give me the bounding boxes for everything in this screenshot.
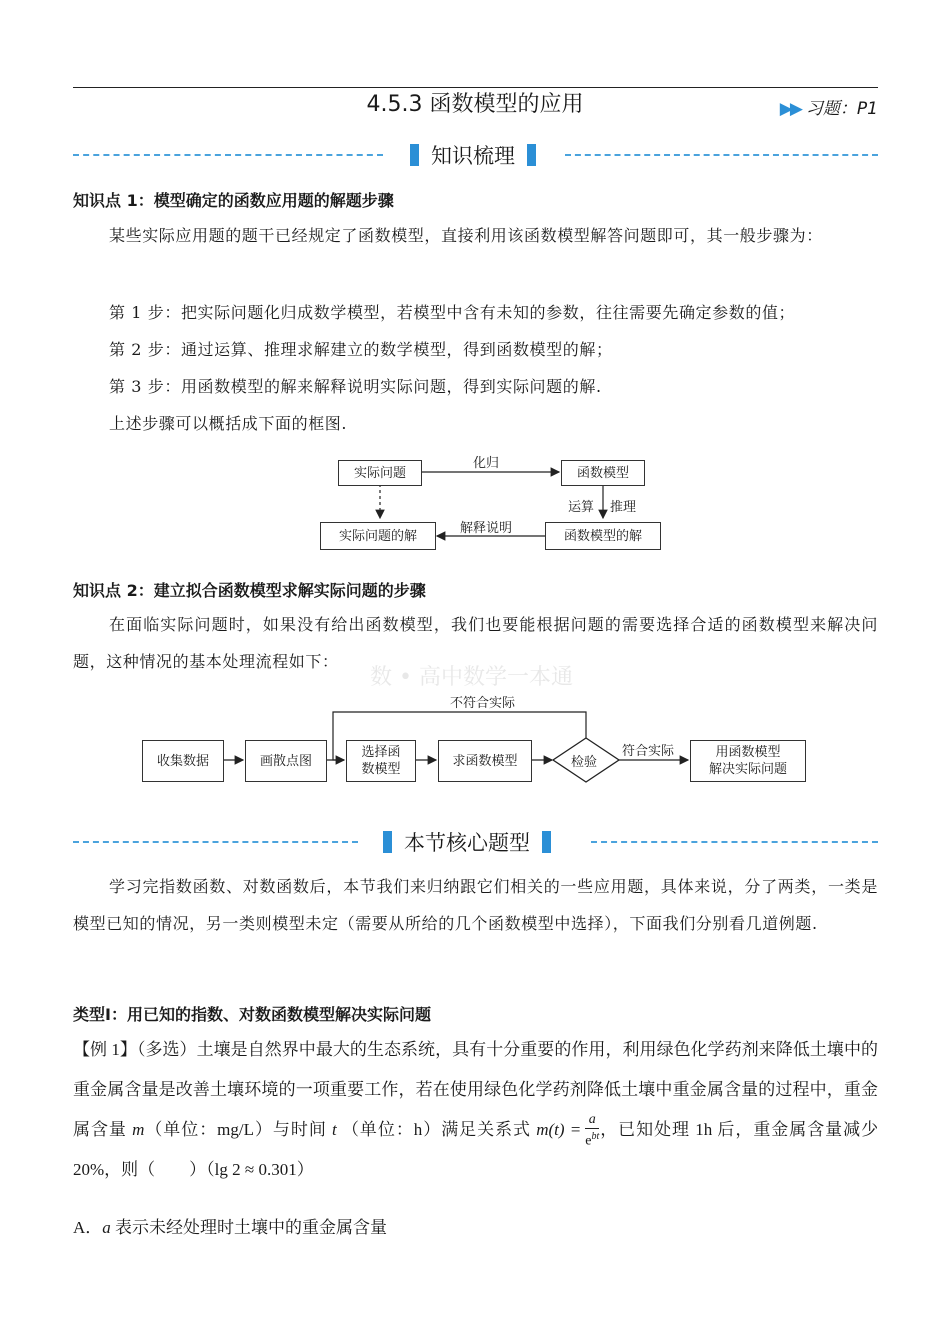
watermark: 数 • 高中数学一本通	[370, 665, 573, 690]
label-explain: 解释说明	[460, 521, 513, 536]
box-apply-model	[690, 740, 806, 782]
knowledge-point-2-intro: 在面临实际问题时，如果没有给出函数模型，我们也要能根据问题的需要选择合适的函数模型来解决问题，这种情况的基本处理流程如下：	[73, 615, 878, 671]
label-reduce: 化归	[473, 456, 500, 471]
label-not-fit: 不符合实际	[450, 696, 516, 711]
section-title: 本节核心题型	[404, 831, 530, 855]
box-function-model: 函数模型	[561, 460, 645, 486]
double-arrow-icon: ▶▶	[779, 99, 800, 119]
box-collect-data: 收集数据	[142, 740, 224, 782]
step-2: 第 2 步：通过运算、推理求解建立的数学模型，得到函数模型的解；	[109, 340, 613, 359]
step-1: 第 1 步：把实际问题化归成数学模型，若模型中含有未知的参数，往往需要先确定参数的值；	[109, 303, 796, 322]
box-check: 检验	[571, 755, 598, 770]
exercise-label: 习题：P1	[805, 99, 878, 119]
box-real-problem: 实际问题	[338, 460, 422, 486]
box-choose-model	[346, 740, 416, 782]
section-heading-core-types	[73, 826, 878, 858]
type-1-heading: 类型Ⅰ：用已知的指数、对数函数模型解决实际问题	[73, 1005, 431, 1024]
formula-fraction: $\frac{a}{e^{bt}}$	[585, 1112, 600, 1149]
box-apply-model-line2: 解决实际问题	[708, 762, 787, 777]
knowledge-point-2-heading: 知识点 2：建立拟合函数模型求解实际问题的步骤	[73, 581, 426, 600]
box-choose-model-line1: 选择函	[361, 745, 401, 760]
knowledge-point-1-intro: 某些实际应用题的题干已经规定了函数模型，直接利用该函数模型解答问题即可，其一般步骤为：	[109, 226, 823, 245]
label-fit: 符合实际	[622, 744, 675, 759]
box-real-solution: 实际问题的解	[320, 522, 436, 550]
option-a: A．a 表示未经处理时土壤中的重金属含量	[73, 1218, 388, 1237]
formula-lhs: m(t) =	[536, 1120, 582, 1139]
box-apply-model-line1: 用函数模型	[715, 745, 781, 760]
section-bar-right	[542, 831, 551, 853]
diagram-intro: 上述步骤可以概括成下面的框图.	[109, 414, 348, 433]
step-3: 第 3 步：用函数模型的解来解释说明实际问题，得到实际问题的解.	[109, 377, 602, 396]
box-solve-model: 求函数模型	[438, 740, 532, 782]
page-title: 4.5.3 函数模型的应用	[366, 92, 584, 117]
section-2-intro: 学习完指数函数、对数函数后，本节我们来归纳跟它们相关的一些应用题，具体来说，分了两类，一类是模型已知的情况，另一类则模型未定（需要从所给的几个函数模型中选择），下面我们分别看几道例题.	[73, 877, 878, 933]
label-reason: 推理	[610, 500, 637, 515]
box-model-solution: 函数模型的解	[545, 522, 661, 550]
example-1: 【例 1】（多选）土壤是自然界中最大的生态系统，具有十分重要的作用，利用绿色化学药剂来降低土壤中的重金属含量是改善土壤环境的一项重要工作，若在使用绿色化学药剂降低土壤中重金属含量的过程中，重金属含量 m（单位：mg/L）与时间 t （单位：h）满足关系式 m(t) = $\frac{a}{e^{bt}}$ ，已知处理 1h 后，重金属含量减少 20%，则（ ）（lg 2 ≈ 0.301）	[73, 1040, 879, 1179]
label-compute: 运算	[568, 500, 595, 515]
knowledge-point-1-heading: 知识点 1：模型确定的函数应用题的解题步骤	[73, 191, 394, 210]
example-tag: 【例 1】	[73, 1040, 137, 1059]
box-choose-model-line2: 数模型	[361, 762, 401, 777]
section-title: 知识梳理	[431, 144, 515, 168]
section-bar-left	[383, 831, 392, 853]
box-scatter-plot: 画散点图	[245, 740, 327, 782]
